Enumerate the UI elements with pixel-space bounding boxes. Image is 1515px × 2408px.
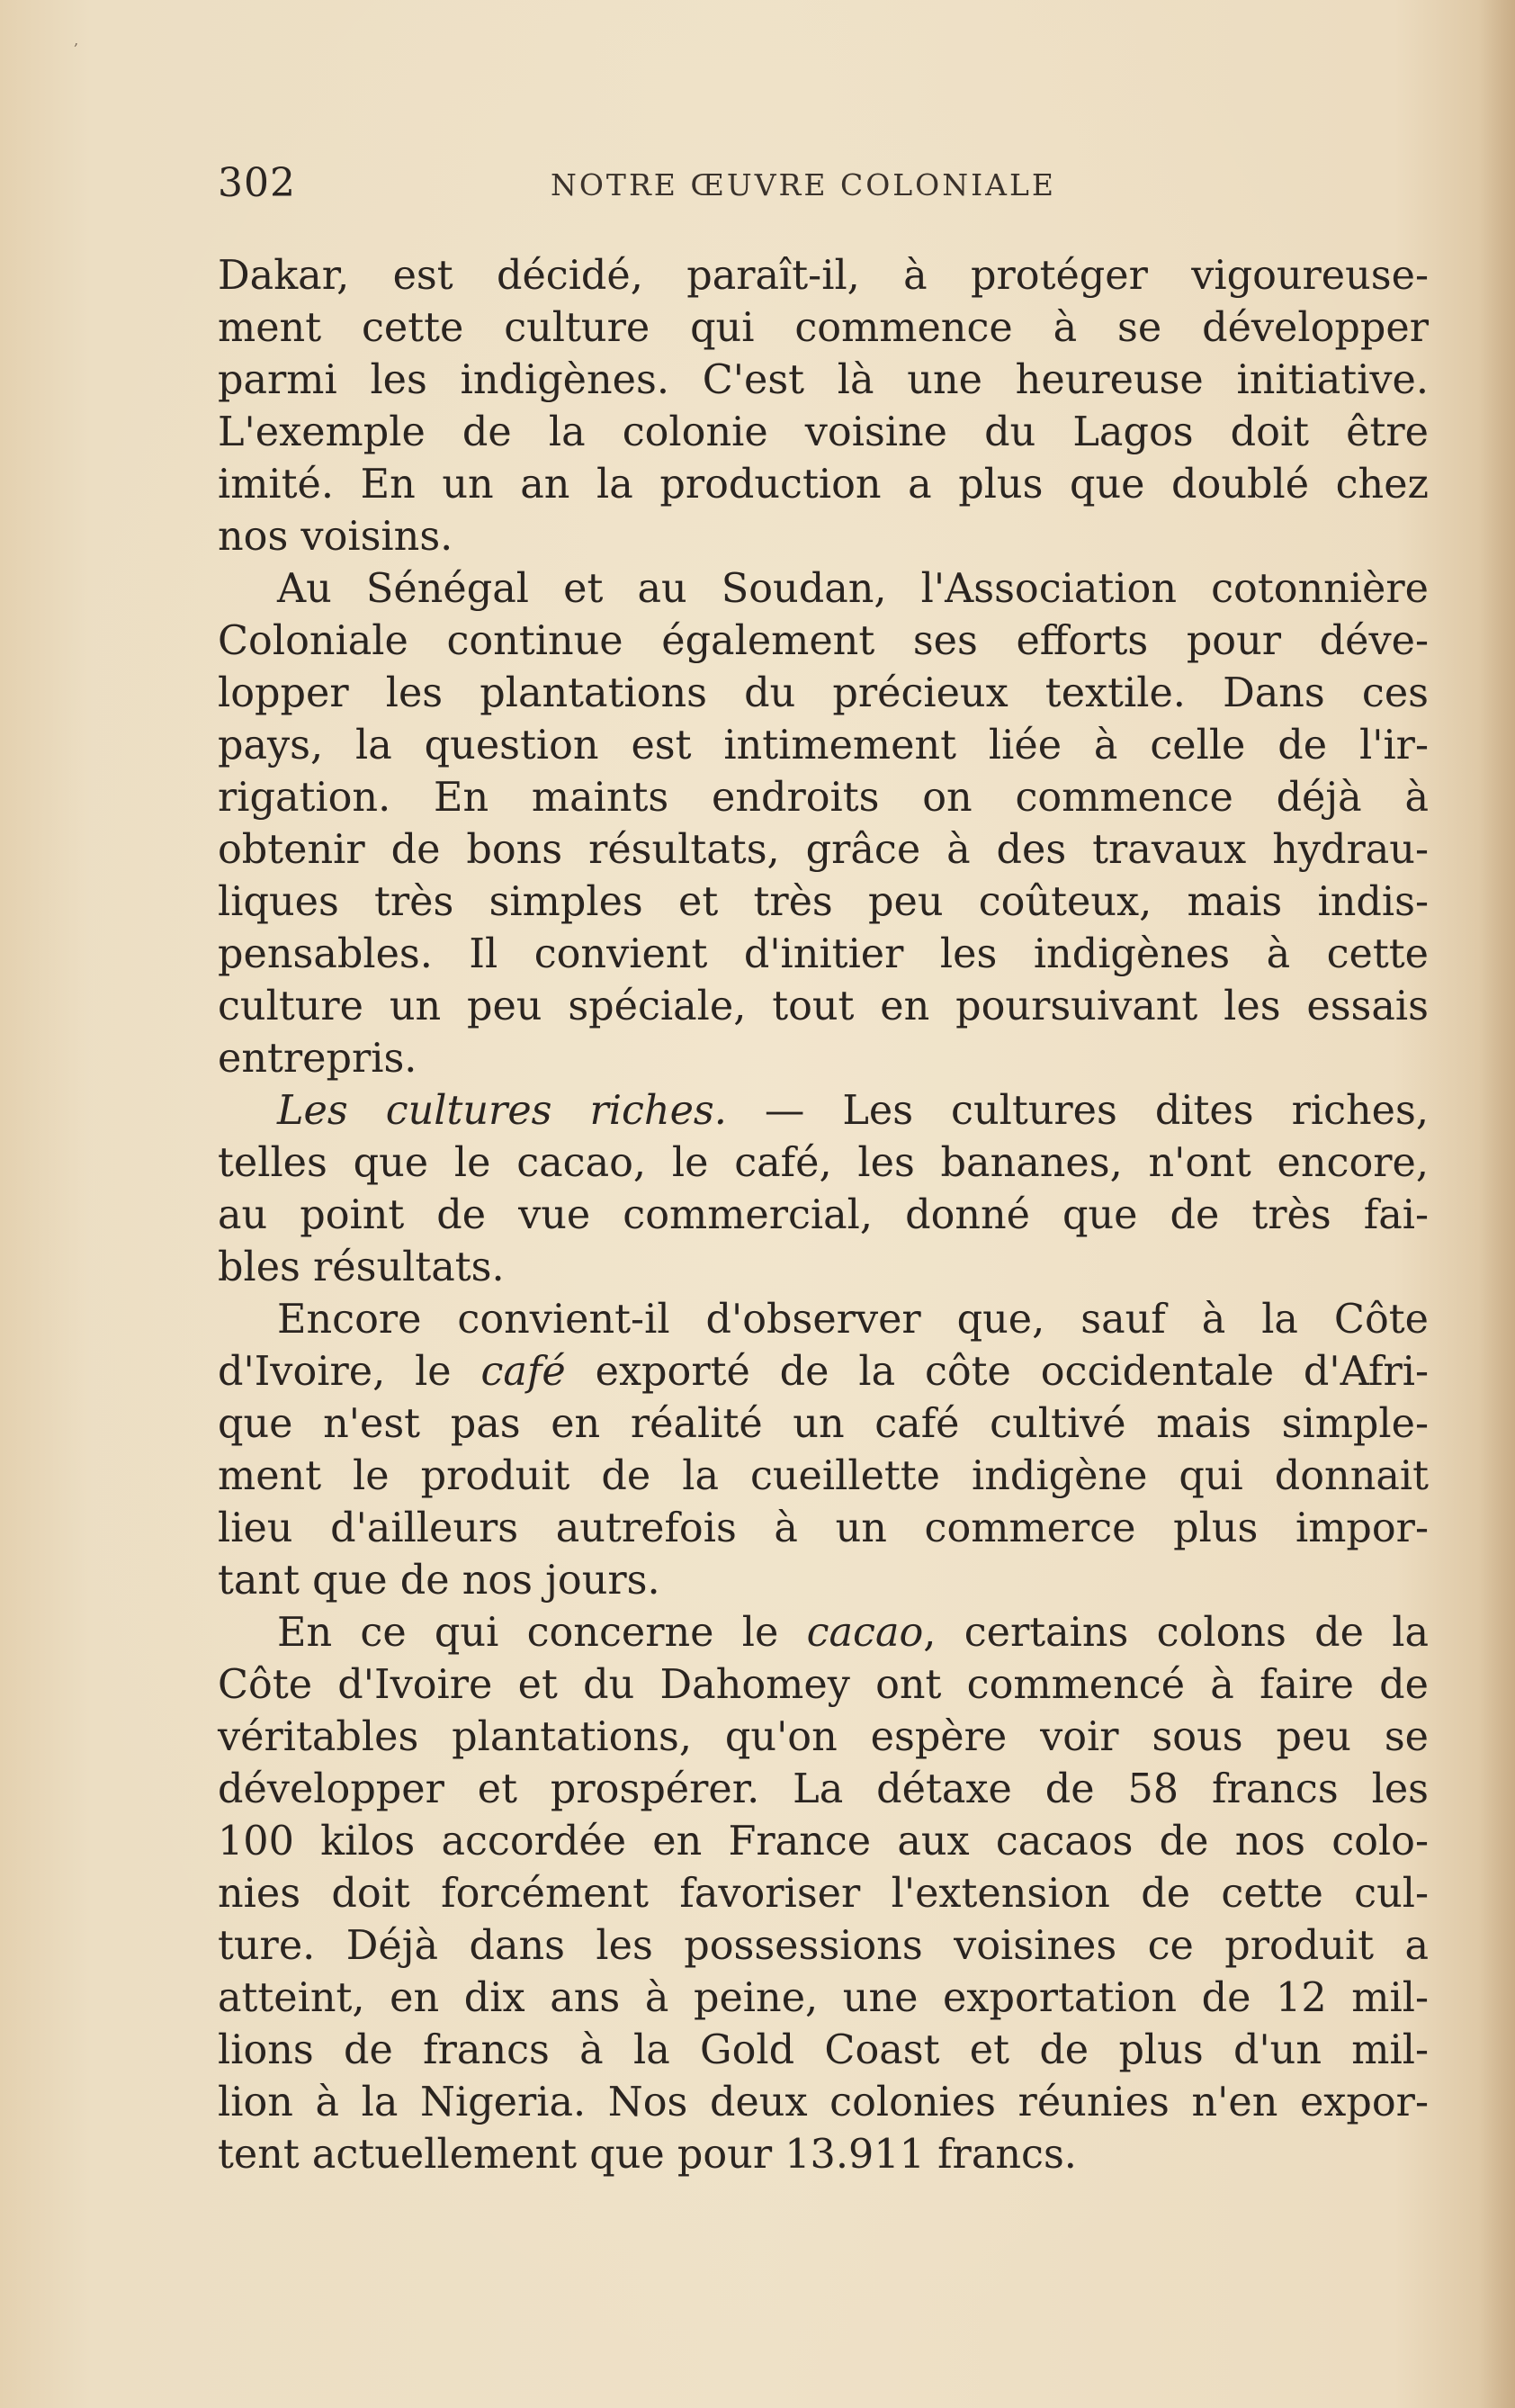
text-line: Dakar, est décidé, paraît-il, à protéger vigoureuse- bbox=[218, 253, 1429, 299]
text-line: d'Ivoire, le café exporté de la côte occidentale d'Afri- bbox=[218, 1349, 1430, 1395]
text-line: lion à la Nigeria. Nos deux colonies réunies n'en expor- bbox=[218, 2080, 1429, 2125]
text-line: L'exemple de la colonie voisine du Lagos doit être bbox=[218, 409, 1429, 455]
text-line: obtenir de bons résultats, grâce à des travaux hydrau- bbox=[218, 827, 1429, 873]
running-title: NOTRE ŒUVRE COLONIALE bbox=[551, 167, 1056, 202]
body-text bbox=[218, 250, 1429, 2181]
text-line: véritables plantations, qu'on espère voir sous peu se bbox=[218, 1714, 1429, 1760]
text-line: Les cultures riches. — Les cultures dites riches, bbox=[277, 1088, 1429, 1134]
running-header bbox=[218, 160, 1429, 214]
text-line: Au Sénégal et au Soudan, l'Association cotonnière bbox=[277, 566, 1429, 612]
text-line: ment le produit de la cueillette indigène qui donnait bbox=[218, 1453, 1429, 1499]
text-line: Encore convient-il d'observer que, sauf à la Côte bbox=[277, 1297, 1429, 1343]
stray-ink-mark: ‚ bbox=[74, 31, 79, 49]
text-line: pays, la question est intimement liée à celle de l'ir- bbox=[218, 723, 1429, 768]
text-line: liques très simples et très peu coûteux, mais indis- bbox=[218, 879, 1429, 925]
text-line: En ce qui concerne le cacao, certains colons de la bbox=[277, 1610, 1429, 1656]
italic-term: cacao bbox=[806, 1610, 924, 1656]
text-line: entrepris. bbox=[218, 1036, 417, 1082]
text-line: lions de francs à la Gold Coast et de plus d'un mil- bbox=[218, 2027, 1429, 2073]
text-line: culture un peu spéciale, tout en poursuivant les essais bbox=[218, 984, 1429, 1029]
text-line: parmi les indigènes. C'est là une heureuse initiative. bbox=[218, 357, 1429, 403]
page-number: 302 bbox=[218, 160, 296, 206]
section-heading-italic: Les cultures riches. bbox=[277, 1088, 727, 1134]
page-edge-shadow bbox=[1479, 0, 1515, 2408]
text-line: ture. Déjà dans les possessions voisines ce produit a bbox=[218, 1923, 1429, 1969]
text-line: lopper les plantations du précieux textile. Dans ces bbox=[218, 670, 1429, 716]
text-line: bles résultats. bbox=[218, 1244, 505, 1290]
text-line: lieu d'ailleurs autrefois à un commerce plus impor- bbox=[218, 1505, 1429, 1551]
text-line: Coloniale continue également ses efforts pour déve- bbox=[218, 618, 1429, 664]
text-line: telles que le cacao, le café, les bananes, n'ont encore, bbox=[218, 1140, 1429, 1186]
text-line: 100 kilos accordée en France aux cacaos de nos colo- bbox=[218, 1819, 1429, 1864]
text-line: ment cette culture qui commence à se développer bbox=[218, 305, 1429, 351]
text-line: pensables. Il convient d'initier les indigènes à cette bbox=[218, 931, 1429, 977]
text-line: Côte d'Ivoire et du Dahomey ont commencé à faire de bbox=[218, 1662, 1429, 1708]
text-line: atteint, en dix ans à peine, une exportation de 12 mil- bbox=[218, 1975, 1429, 2021]
text-line: tant que de nos jours. bbox=[218, 1558, 660, 1604]
italic-term: café bbox=[480, 1349, 566, 1395]
text-line: rigation. En maints endroits on commence déjà à bbox=[218, 775, 1429, 821]
text-line: nies doit forcément favoriser l'extension de cette cul- bbox=[218, 1871, 1429, 1917]
text-line: que n'est pas en réalité un café cultivé mais simple- bbox=[218, 1401, 1429, 1447]
text-line: développer et prospérer. La détaxe de 58 francs les bbox=[218, 1766, 1429, 1812]
text-line: tent actuellement que pour 13.911 francs. bbox=[218, 2132, 1077, 2178]
text-line: imité. En un an la production a plus que doublé chez bbox=[218, 462, 1429, 508]
text-line: nos voisins. bbox=[218, 514, 453, 560]
text-line: au point de vue commercial, donné que de très fai- bbox=[218, 1192, 1429, 1238]
